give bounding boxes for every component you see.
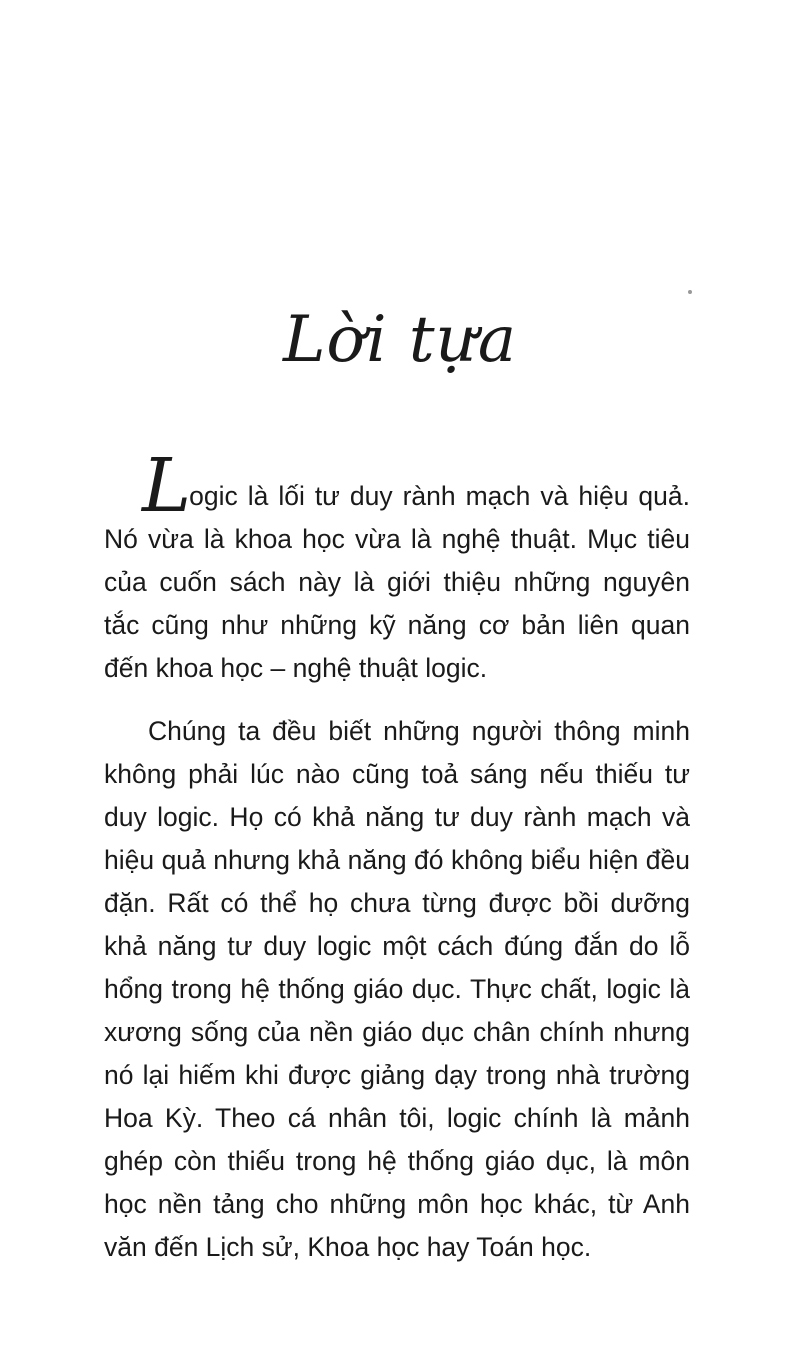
paragraph-1 bbox=[104, 443, 690, 690]
page-title: Lời tựa bbox=[283, 303, 517, 377]
scan-speck bbox=[688, 290, 692, 294]
paragraph-2: Chúng ta đều biết những người thông minh không phải lúc nào cũng toả sáng nếu thiếu tư duy logic. Họ có khả năng tư duy rành mạch và hiệu quả nhưng khả năng đó không biểu hiện đều đặn. Rất có thể họ chưa từng được bồi dưỡng khả năng tư duy logic một cách đúng đắn do lỗ hổng trong hệ thống giáo dục. Thực chất, logic là xương sống của nền giáo dục chân chính nhưng nó lại hiếm khi được giảng dạy trong nhà trường Hoa Kỳ. Theo cá nhân tôi, logic chính là mảnh ghép còn thiếu trong hệ thống giáo dục, là môn học nền tảng cho những môn học khác, từ Anh văn đến Lịch sử, Khoa học hay Toán học. bbox=[104, 716, 690, 1262]
body-text bbox=[104, 443, 690, 1289]
drop-cap: L bbox=[142, 443, 192, 529]
paragraph-1-text: ogic là lối tư duy rành mạch và hiệu quả. Nó vừa là khoa học vừa là nghệ thuật. Mục tiêu của cuốn sách này là giới thiệu những nguyên tắc cũng như những kỹ năng cơ bản liên quan đến khoa học – nghệ thuật logic. bbox=[104, 481, 690, 683]
